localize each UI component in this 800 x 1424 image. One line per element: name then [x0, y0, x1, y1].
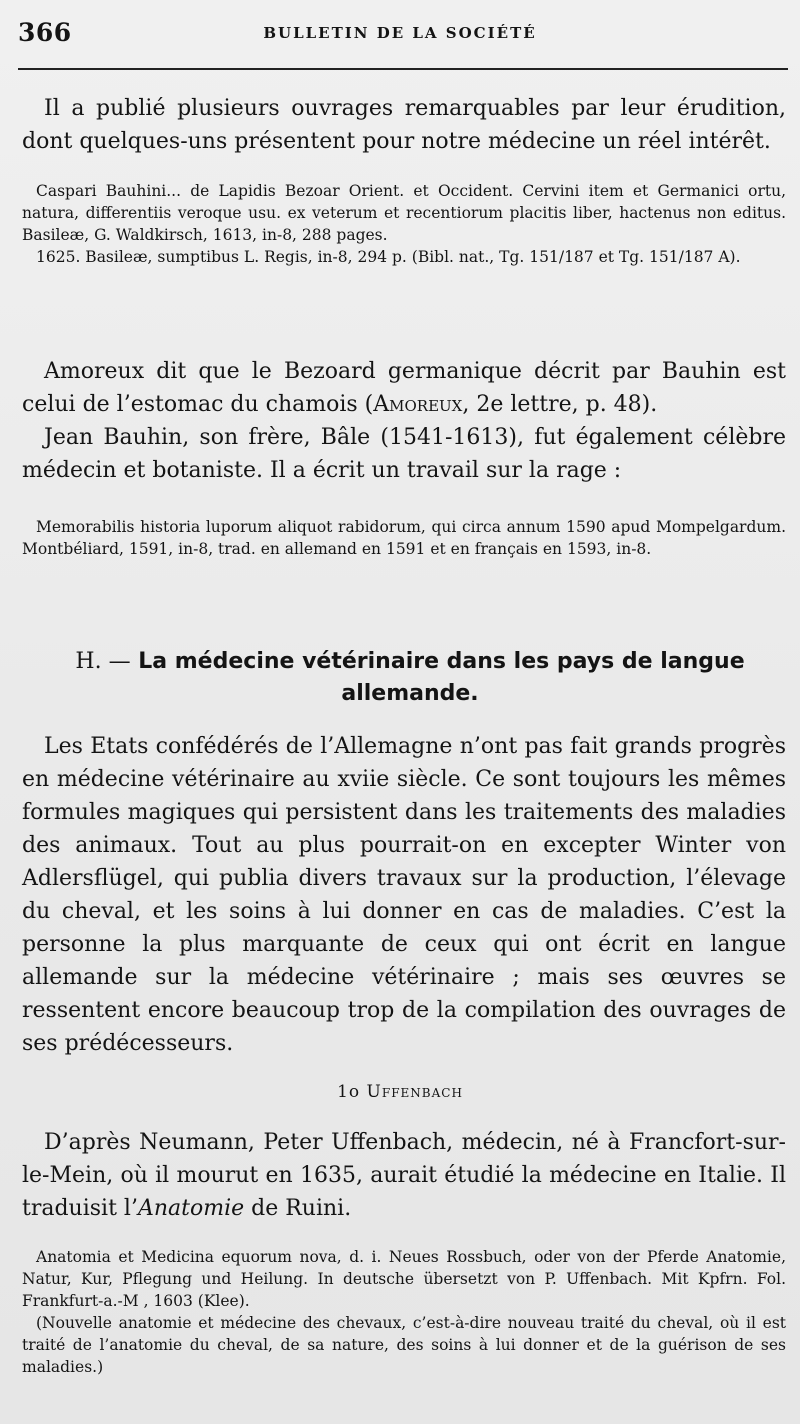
paragraph-5	[22, 1126, 786, 1225]
paragraph-4-text: Les Etats confédérés de l’Allemagne n’ont pas fait grands progrès en médecine vétérinaire au xviie siècle. Ce sont toujours les mêmes formules magiques qui persistent dans les traitements des maladies des animaux. Tout au plus pourrait-on en excepter Winter von Adlersflügel, qui publia divers travaux sur la production, l’élevage du cheval, et les soins à lui donner en cas de maladies. C’est la personne la plus marquante de ceux qui ont écrit en langue allemande sur la médecine vétérinaire ; mais ses œuvres se ressentent encore beaucoup trop de la compilation des ouvrages de ses prédécesseurs.	[22, 734, 786, 1056]
page-header	[18, 14, 782, 54]
section-heading	[60, 646, 760, 710]
page-number: 366	[18, 18, 72, 47]
paragraph-2-post: , 2e lettre, p. 48).	[462, 392, 658, 417]
footnote-uffenbach	[22, 1246, 786, 1378]
footnote-bauhin-bezoar	[22, 180, 786, 268]
header-rule	[18, 68, 788, 70]
footnote-uffenbach-german: Anatomia et Medicina equorum nova, d. i. Neues Rossbuch, oder von der Pferde Anatomie, Natur, Kur, Pflegung und Heilung. In deutsche übersetzt von P. Uffenbach. Mit Kpfrn. Fol. Frankfurt-a.-M , 1603 (Klee).	[22, 1248, 786, 1310]
paragraph-5-pre: D’après Neumann, Peter Uffenbach, médecin, né à Francfort-sur-le-Mein, où il mourut en 1635, aurait étudié la médecine en Italie. Il traduisit l’	[22, 1130, 786, 1221]
paragraph-4	[22, 730, 786, 1060]
footnote-jean-bauhin	[22, 516, 786, 560]
sub-heading-name: Uffenbach	[366, 1082, 463, 1102]
section-title: La médecine vétérinaire dans les pays de langue allemande.	[138, 649, 745, 706]
sub-heading-uffenbach	[0, 1082, 800, 1102]
paragraph-5-post: de Ruini.	[244, 1196, 352, 1221]
footnote-uffenbach-french: (Nouvelle anatomie et médecine des chevaux, c’est-à-dire nouveau traité du cheval, où il est traité de l’anatomie du cheval, de sa nature, des soins à lui donner et de la guérison de ses maladies.)	[22, 1314, 786, 1376]
sub-heading-number: 1o	[337, 1082, 361, 1102]
paragraph-2-author: Amoreux	[373, 392, 463, 417]
paragraph-2-pre: Amoreux dit que le Bezoard germanique décrit par Bauhin est celui de l’estomac du chamois (	[22, 359, 786, 417]
section-letter: H. —	[75, 649, 131, 674]
paragraph-2-text	[22, 355, 786, 421]
running-title: BULLETIN DE LA SOCIÉTÉ	[263, 24, 537, 42]
paragraph-1	[22, 92, 786, 158]
paragraph-5-italic: Anatomie	[137, 1196, 245, 1221]
footnote-bauhin-bezoar-1625: 1625. Basileæ, sumptibus L. Regis, in-8, 294 p. (Bibl. nat., Tg. 151/187 et Tg. 151/187 A).	[36, 248, 741, 266]
footnote-bauhin-bezoar-1613: Caspari Bauhini... de Lapidis Bezoar Orient. et Occident. Cervini item et Germanici ortu, natura, differentiis veroque usu. ex veterum et recentiorum placitis liber, hactenus non editus. Basileæ, G. Waldkirsch, 1613, in-8, 288 pages.	[22, 182, 786, 244]
paragraph-5-text	[22, 1126, 786, 1225]
paragraph-2	[22, 355, 786, 487]
paragraph-3-text: Jean Bauhin, son frère, Bâle (1541-1613), fut également célèbre médecin et botaniste. Il a écrit un travail sur la rage :	[22, 425, 786, 483]
footnote-jean-bauhin-text: Memorabilis historia luporum aliquot rabidorum, qui circa annum 1590 apud Mompelgardum. Montbéliard, 1591, in-8, trad. en allemand en 1591 et en français en 1593, in-8.	[22, 518, 786, 558]
paragraph-1-text: Il a publié plusieurs ouvrages remarquables par leur érudition, dont quelques-uns présentent pour notre médecine un réel intérêt.	[22, 96, 786, 154]
